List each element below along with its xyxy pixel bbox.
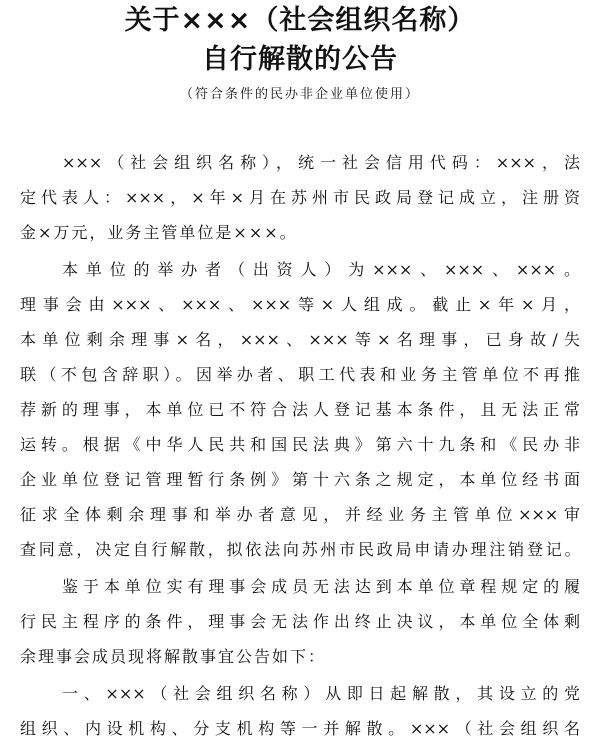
body-line-9: 运转。根据《中华人民共和国民法典》第六十九条和《民办非 bbox=[20, 435, 580, 454]
document-subtitle: （符合条件的民办非企业单位使用） bbox=[179, 87, 420, 102]
body-line-2: 定代表人：×××，×年×月在苏州市民政局登记成立，注册资 bbox=[20, 188, 580, 207]
body-line-13: 鉴于本单位实有理事会成员无法达到本单位章程规定的履 bbox=[62, 577, 580, 596]
body-line-15: 余理事会成员现将解散事宜公告如下： bbox=[20, 647, 327, 666]
body-line-10: 企业单位登记管理暂行条例》第十六条之规定，本单位经书面 bbox=[20, 470, 580, 489]
body-line-11: 征求全体剩余理事和举办者意见，并经业务主管单位×××审 bbox=[20, 505, 580, 524]
body-line-3: 金×万元，业务主管单位是×××。 bbox=[20, 223, 298, 242]
body-line-7: 联（不包含辞职）。因举办者、职工代表和业务主管单位不再推 bbox=[20, 365, 580, 384]
body-line-5: 理事会由×××、×××、×××等×人组成。截止×年×月， bbox=[20, 295, 580, 314]
body-line-16: 一、×××（社会组织名称）从即日起解散，其设立的党 bbox=[62, 684, 580, 703]
body-line-6: 本单位剩余理事×名，×××、×××等×名理事，已身故/失 bbox=[20, 330, 580, 349]
body-line-17: 组织、内设机构、分支机构等一并解散。×××（社会组织名 bbox=[20, 719, 580, 736]
body-line-4: 本单位的举办者（出资人）为×××、×××、×××。 bbox=[62, 260, 580, 279]
document-title-line-1: 关于×××（社会组织名称） bbox=[124, 5, 476, 36]
body-line-14: 行民主程序的条件，理事会无法作出终止决议，本单位全体剩 bbox=[20, 612, 580, 631]
body-line-12: 查同意，决定自行解散，拟依法向苏州市民政局申请办理注销登记。 bbox=[20, 540, 580, 559]
document-title-line-2: 自行解散的公告 bbox=[202, 44, 398, 75]
body-line-8: 荐新的理事，本单位已不符合法人登记基本条件，且无法正常 bbox=[20, 400, 580, 419]
body-line-1: ×××（社会组织名称），统一社会信用代码：×××，法 bbox=[62, 153, 580, 172]
